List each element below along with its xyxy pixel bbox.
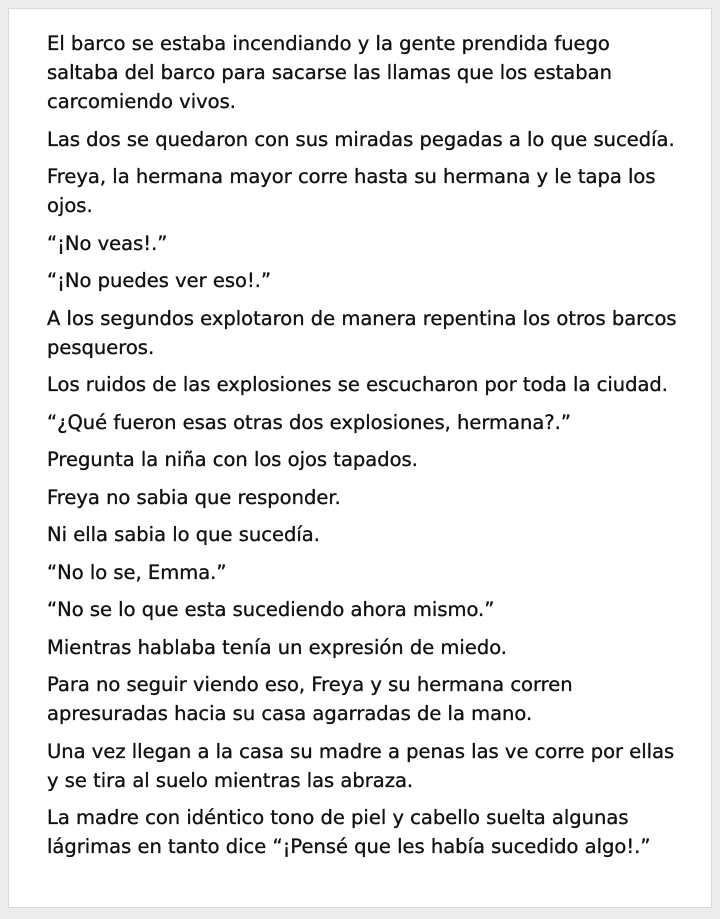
paragraph: Las dos se quedaron con sus miradas pegadas a lo que sucedía. [47, 127, 675, 151]
paragraph: La madre con idéntico tono de piel y cabello suelta algunas lágrimas en tanto dice “¡Pensé que les había sucedido algo!.” [47, 806, 651, 858]
paragraph: Freya, la hermana mayor corre hasta su hermana y le tapa los ojos. [47, 165, 656, 217]
paragraph: Pregunta la niña con los ojos tapados. [47, 448, 418, 471]
paragraph: “No se lo que esta sucediendo ahora mismo.” [47, 598, 495, 621]
story-text [47, 29, 687, 870]
document-page [8, 8, 712, 908]
paragraph: Freya no sabia que responder. [47, 485, 341, 509]
paragraph: Los ruidos de las explosiones se escucharon por toda la ciudad. [47, 373, 669, 396]
paragraph: Mientras hablaba tenía un expresión de miedo. [47, 635, 508, 659]
paragraph: “¡No veas!.” [47, 231, 168, 255]
paragraph: Una vez llegan a la casa su madre a penas las ve corre por ellas y se tira al suelo mientras las abraza. [47, 739, 675, 792]
paragraph: “¡No puedes ver eso!.” [47, 269, 272, 292]
paragraph: “No lo se, Emma.” [47, 560, 227, 584]
paragraph: Ni ella sabia lo que sucedía. [47, 523, 320, 546]
paragraph: A los segundos explotaron de manera repentina los otros barcos pesqueros. [47, 306, 677, 359]
paragraph: Para no seguir viendo eso, Freya y su hermana corren apresuradas hacia su casa agarradas de la mano. [47, 673, 573, 725]
paragraph: “¿Qué fueron esas otras dos explosiones, hermana?.” [47, 410, 571, 434]
paragraph: El barco se estaba incendiando y la gente prendida fuego saltaba del barco para sacarse las llamas que los estaban carcomiendo vivos. [47, 32, 612, 113]
